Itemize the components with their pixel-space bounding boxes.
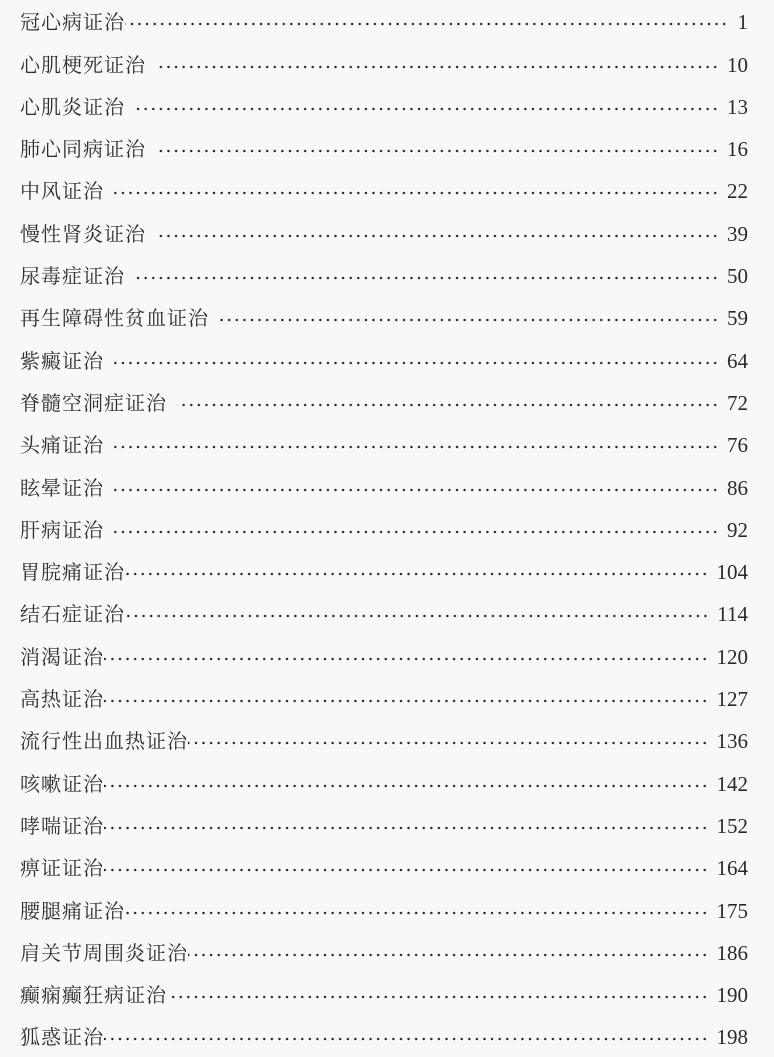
dot-leader: [219, 316, 719, 324]
toc-entry-title: 高热证治: [20, 687, 104, 712]
dot-leader: [104, 824, 709, 832]
toc-entry[interactable]: [20, 169, 748, 211]
toc-entry-page-number: 86: [727, 475, 748, 500]
dot-leader: [114, 528, 719, 536]
dot-leader: [104, 1035, 709, 1043]
toc-entry-title: 冠心病证治: [20, 10, 125, 35]
toc-entry-title: 腰腿痛证治: [20, 898, 125, 923]
dot-leader: [125, 570, 709, 578]
dot-leader: [125, 909, 709, 917]
toc-entry[interactable]: [20, 677, 748, 719]
toc-entry[interactable]: [20, 846, 748, 888]
toc-entry-page-number: 92: [727, 517, 748, 542]
toc-entry[interactable]: [20, 381, 748, 423]
toc-entry[interactable]: [20, 592, 748, 634]
toc-entry[interactable]: [20, 973, 748, 1015]
toc-entry[interactable]: [20, 423, 748, 465]
toc-entry-page-number: 136: [716, 729, 748, 754]
dot-leader: [114, 443, 719, 451]
toc-entry[interactable]: [20, 931, 748, 973]
dot-leader: [104, 655, 709, 663]
toc-entry-page-number: 198: [716, 1025, 748, 1050]
toc-entry-page-number: 186: [716, 940, 748, 965]
toc-entry[interactable]: [20, 85, 748, 127]
toc-entry-title: 结石症证治: [20, 602, 125, 627]
toc-entry-title: 胃脘痛证治: [20, 560, 125, 585]
toc-entry-title: 肝病证治: [20, 517, 104, 542]
toc-entry[interactable]: [20, 0, 748, 42]
toc-entry[interactable]: [20, 254, 748, 296]
toc-entry-page-number: 175: [716, 898, 748, 923]
toc-entry-title: 流行性出血热证治: [20, 729, 188, 754]
dot-leader: [188, 951, 709, 959]
toc-entry-title: 肺心同病证治: [20, 137, 146, 162]
toc-entry-page-number: 152: [716, 813, 748, 838]
toc-entry-title: 哮喘证治: [20, 813, 104, 838]
toc-entry-title: 心肌梗死证治: [20, 52, 146, 77]
dot-leader: [104, 697, 709, 705]
dot-leader: [135, 274, 719, 282]
toc-entry-title: 脊髓空洞症证治: [20, 390, 167, 415]
toc-entry[interactable]: [20, 465, 748, 507]
toc-entry-page-number: 10: [727, 52, 748, 77]
toc-entry-page-number: 50: [727, 264, 748, 289]
toc-entry-title: 头痛证治: [20, 433, 104, 458]
dot-leader: [156, 232, 719, 240]
dot-leader: [125, 20, 728, 28]
toc-entry[interactable]: [20, 804, 748, 846]
dot-leader: [156, 147, 719, 155]
toc-entry-page-number: 104: [716, 560, 748, 585]
toc-entry-title: 尿毒症证治: [20, 264, 125, 289]
dot-leader: [167, 993, 709, 1001]
table-of-contents: [20, 0, 748, 1057]
toc-entry-page-number: 72: [727, 390, 748, 415]
toc-entry-page-number: 127: [716, 687, 748, 712]
toc-entry[interactable]: [20, 634, 748, 676]
toc-entry-title: 紫癜证治: [20, 348, 104, 373]
toc-entry[interactable]: [20, 1015, 748, 1057]
toc-entry-page-number: 64: [727, 348, 748, 373]
toc-entry[interactable]: [20, 296, 748, 338]
toc-entry-page-number: 1: [737, 10, 748, 35]
toc-entry-title: 肩关节周围炎证治: [20, 940, 188, 965]
dot-leader: [188, 739, 709, 747]
toc-entry[interactable]: [20, 761, 748, 803]
toc-entry-page-number: 164: [716, 856, 748, 881]
dot-leader: [135, 105, 719, 113]
toc-entry-title: 消渴证治: [20, 644, 104, 669]
toc-entry-title: 眩晕证治: [20, 475, 104, 500]
toc-entry[interactable]: [20, 338, 748, 380]
toc-entry-title: 痹证证治: [20, 856, 104, 881]
toc-entry[interactable]: [20, 550, 748, 592]
dot-leader: [114, 359, 719, 367]
dot-leader: [125, 612, 709, 620]
dot-leader: [104, 866, 709, 874]
toc-entry[interactable]: [20, 719, 748, 761]
toc-entry-title: 中风证治: [20, 179, 104, 204]
toc-entry-page-number: 16: [727, 137, 748, 162]
toc-entry-title: 慢性肾炎证治: [20, 221, 146, 246]
toc-entry-page-number: 114: [717, 602, 748, 627]
dot-leader: [156, 63, 719, 71]
toc-entry-page-number: 22: [727, 179, 748, 204]
dot-leader: [104, 782, 709, 790]
dot-leader: [114, 189, 719, 197]
toc-entry[interactable]: [20, 127, 748, 169]
toc-entry-title: 咳嗽证治: [20, 771, 104, 796]
toc-entry-page-number: 120: [716, 644, 748, 669]
toc-entry-page-number: 76: [727, 433, 748, 458]
toc-entry-page-number: 59: [727, 306, 748, 331]
toc-entry-title: 癫痫癫狂病证治: [20, 983, 167, 1008]
toc-entry-title: 狐惑证治: [20, 1025, 104, 1050]
toc-entry[interactable]: [20, 42, 748, 84]
toc-entry-page-number: 190: [716, 983, 748, 1008]
dot-leader: [114, 486, 719, 494]
toc-entry-page-number: 39: [727, 221, 748, 246]
dot-leader: [177, 401, 719, 409]
toc-entry[interactable]: [20, 211, 748, 253]
toc-entry[interactable]: [20, 508, 748, 550]
toc-entry-page-number: 13: [727, 94, 748, 119]
toc-entry-page-number: 142: [716, 771, 748, 796]
toc-entry-title: 再生障碍性贫血证治: [20, 306, 209, 331]
toc-entry[interactable]: [20, 888, 748, 930]
toc-entry-title: 心肌炎证治: [20, 94, 125, 119]
